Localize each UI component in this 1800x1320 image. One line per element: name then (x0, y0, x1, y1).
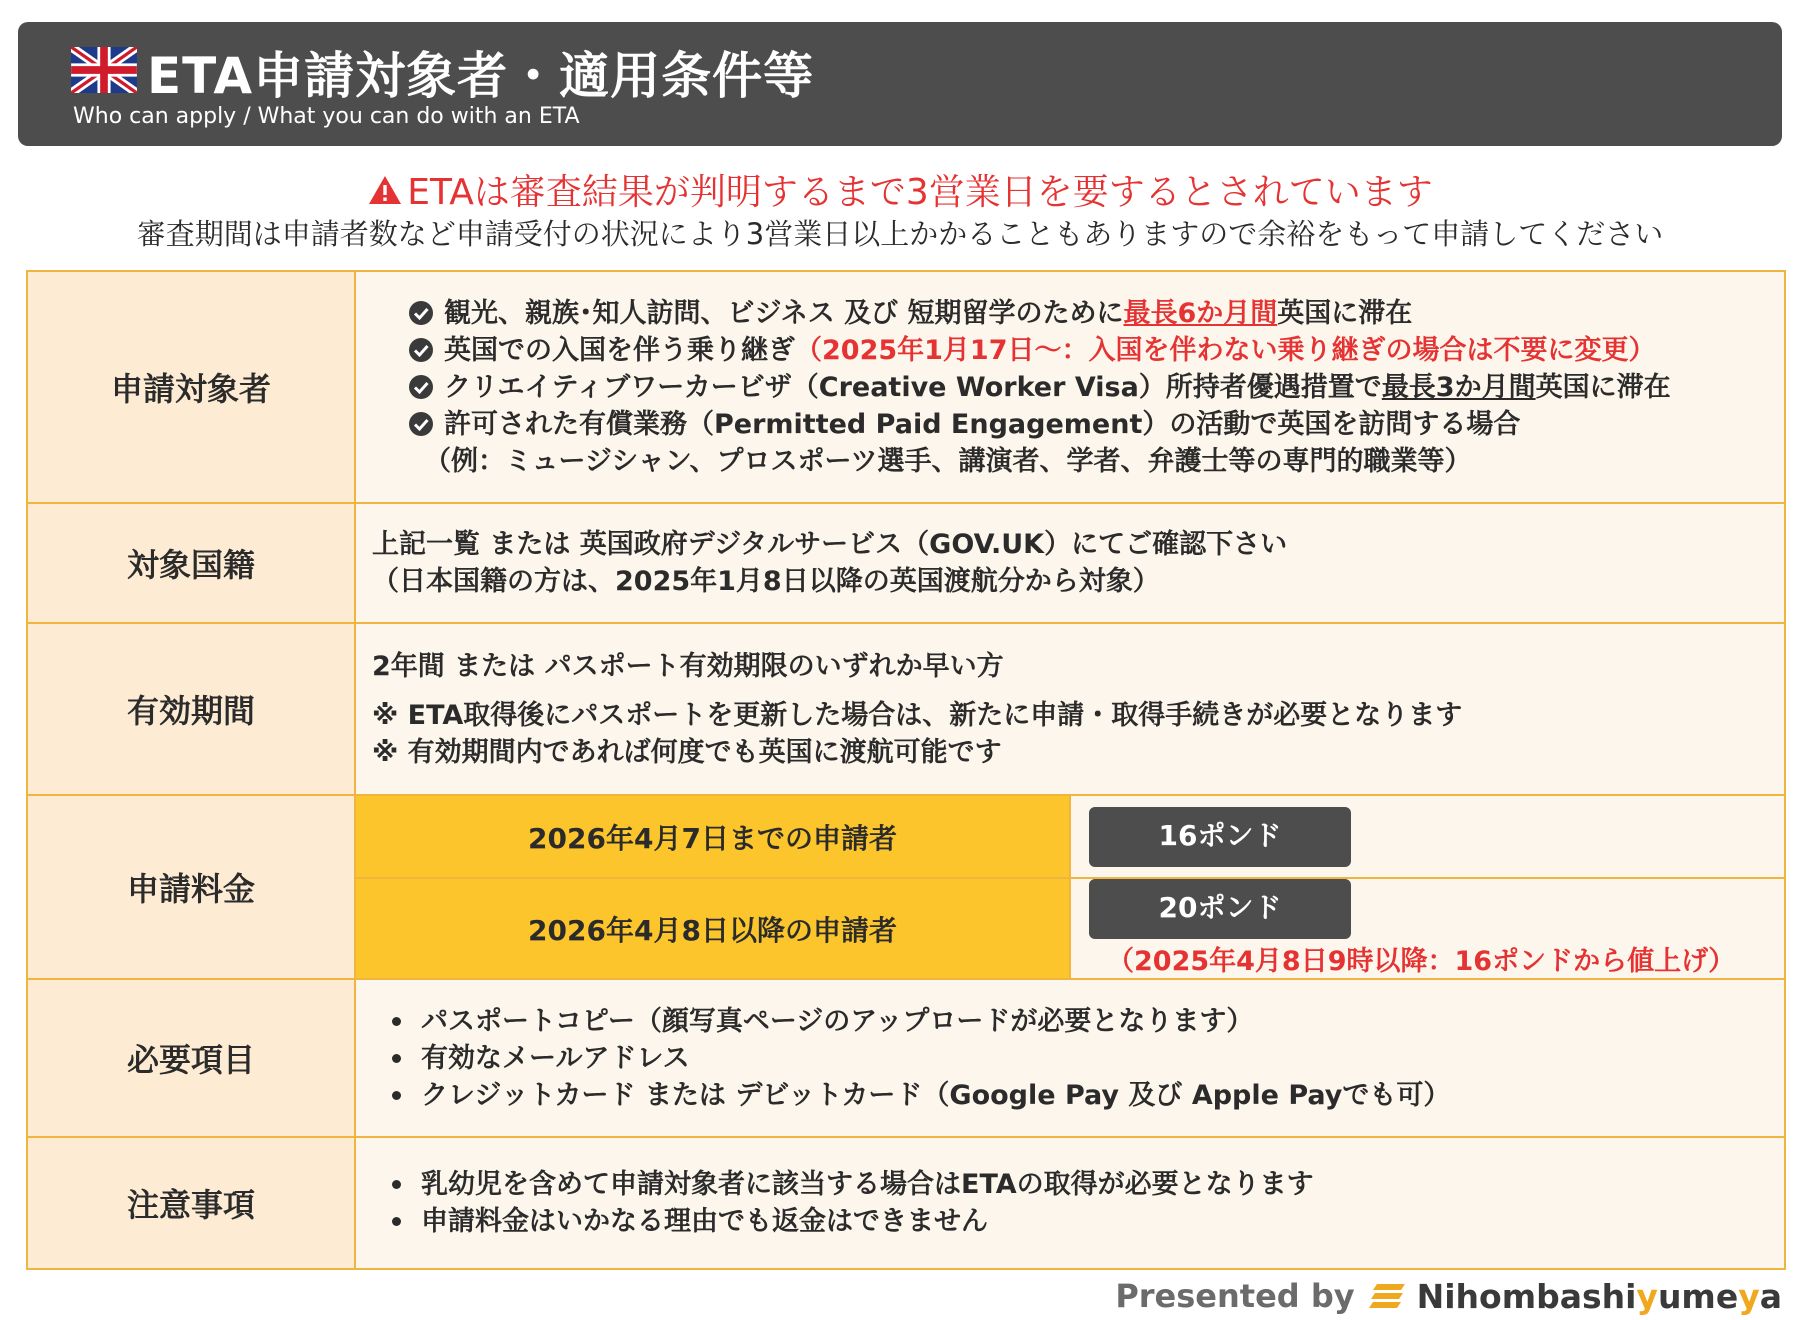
page-title: ETA申請対象者・適用条件等 (147, 47, 815, 105)
list-item (372, 295, 1768, 332)
table-row-applicants (27, 271, 1785, 503)
presented-by-label: Presented by (1115, 1277, 1355, 1315)
table-row-nationality (27, 503, 1785, 623)
price-badge: 16ポンド (1089, 807, 1351, 867)
bullet-icon (392, 1180, 401, 1189)
item-text: 乳幼児を含めて申請対象者に該当する場合はETAの取得が必要となります (421, 1169, 1314, 1200)
row-label-applicants: 申請対象者 (27, 271, 355, 503)
table-row-validity (27, 623, 1785, 795)
item-text: 有効なメールアドレス (421, 1042, 690, 1074)
check-icon (408, 411, 434, 437)
check-icon (408, 300, 434, 326)
item-text: 許可された有償業務（Permitted Paid Engagement）の活動で英国を訪問する場合 (444, 408, 1521, 440)
bullet-icon (392, 1054, 401, 1063)
check-icon (408, 337, 434, 363)
row-label-fee: 申請料金 (27, 795, 355, 979)
nationality-line: 上記一覧 または 英国政府デジタルサービス（GOV.UK）にてご確認下さい (372, 529, 1288, 560)
table-row-notes (27, 1137, 1785, 1269)
bullet-icon (392, 1017, 401, 1026)
table-row-fee-1 (27, 795, 1785, 878)
eta-conditions-table (26, 270, 1786, 1270)
page-subtitle: Who can apply / What you can do with an ETA (73, 104, 580, 129)
fee-tier-value (1070, 878, 1785, 979)
row-label-nationality: 対象国籍 (27, 503, 355, 623)
table-row-required (27, 979, 1785, 1137)
logo-icon (1369, 1280, 1409, 1312)
row-content-applicants (355, 271, 1785, 503)
warning-icon (367, 174, 403, 206)
row-content-notes (355, 1137, 1785, 1269)
fee-tier-value (1070, 795, 1785, 878)
validity-note: ※ 有効期間内であれば何度でも英国に渡航可能です (372, 736, 1002, 768)
row-label-notes: 注意事項 (27, 1137, 355, 1269)
list-item (372, 1003, 1768, 1040)
row-label-required: 必要項目 (27, 979, 355, 1137)
fee-tier-label: 2026年4月8日以降の申請者 (355, 878, 1070, 979)
list-item (372, 1077, 1768, 1114)
item-example: （例：ミュージシャン、プロスポーツ選手、講演者、学者、弁護士等の専門的職業等） (424, 445, 1472, 477)
item-text: 申請料金はいかなる理由でも返金はできません (421, 1206, 988, 1237)
item-text: クレジットカード または デビットカード（Google Pay 及び Apple Payでも可） (421, 1079, 1451, 1111)
check-icon (408, 374, 434, 400)
footer-credit (1115, 1272, 1782, 1320)
validity-note: ※ ETA取得後にパスポートを更新した場合は、新たに申請・取得手続きが必要となります (372, 699, 1463, 731)
item-text: パスポートコピー（顔写真ページのアップロードが必要となります） (421, 1005, 1254, 1037)
fee-tier-label: 2026年4月7日までの申請者 (355, 795, 1070, 878)
row-label-validity: 有効期間 (27, 623, 355, 795)
brand-logo-text: Nihombashiyumeya (1416, 1276, 1782, 1316)
row-content-required (355, 979, 1785, 1137)
row-content-nationality (355, 503, 1785, 623)
item-text: 英国に滞在 (1277, 297, 1413, 329)
list-item (372, 369, 1768, 406)
nationality-line: （日本国籍の方は、2025年1月8日以降の英国渡航分から対象） (372, 566, 1160, 597)
row-content-validity (355, 623, 1785, 795)
warning-headline (0, 164, 1800, 215)
item-text: 観光、親族･知人訪問、ビジネス 及び 短期留学のために (444, 297, 1124, 329)
list-item (372, 1040, 1768, 1077)
warning-subtext: 審査期間は申請者数など申請受付の状況により3営業日以上かかることもありますので余裕をもって申請してください (136, 217, 1664, 251)
bullet-icon (392, 1217, 401, 1226)
list-item (372, 1203, 1768, 1240)
item-highlight: （2025年1月17日～：入国を伴わない乗り継ぎの場合は不要に変更） (795, 334, 1656, 366)
uk-flag-icon (71, 47, 137, 93)
list-item (372, 332, 1768, 369)
item-text: 英国での入国を伴う乗り継ぎ (444, 334, 795, 366)
warning-text: ETAは審査結果が判明するまで3営業日を要するとされています (407, 172, 1433, 213)
bullet-icon (392, 1091, 401, 1100)
item-highlight: 最長6か月間 (1123, 297, 1278, 329)
validity-line: 2年間 または パスポート有効期限のいずれか早い方 (372, 650, 1004, 682)
item-text: 英国に滞在 (1535, 371, 1671, 403)
price-note: （2025年4月8日9時以降：16ポンドから値上げ） (1107, 946, 1736, 977)
item-text: クリエイティブワーカービザ（Creative Worker Visa）所持者優遇措置で (444, 371, 1382, 403)
header-banner (18, 22, 1782, 146)
item-underline: 最長3か月間 (1381, 371, 1536, 403)
list-item (372, 406, 1768, 443)
price-badge: 20ポンド (1089, 879, 1351, 939)
list-item (372, 1166, 1768, 1203)
